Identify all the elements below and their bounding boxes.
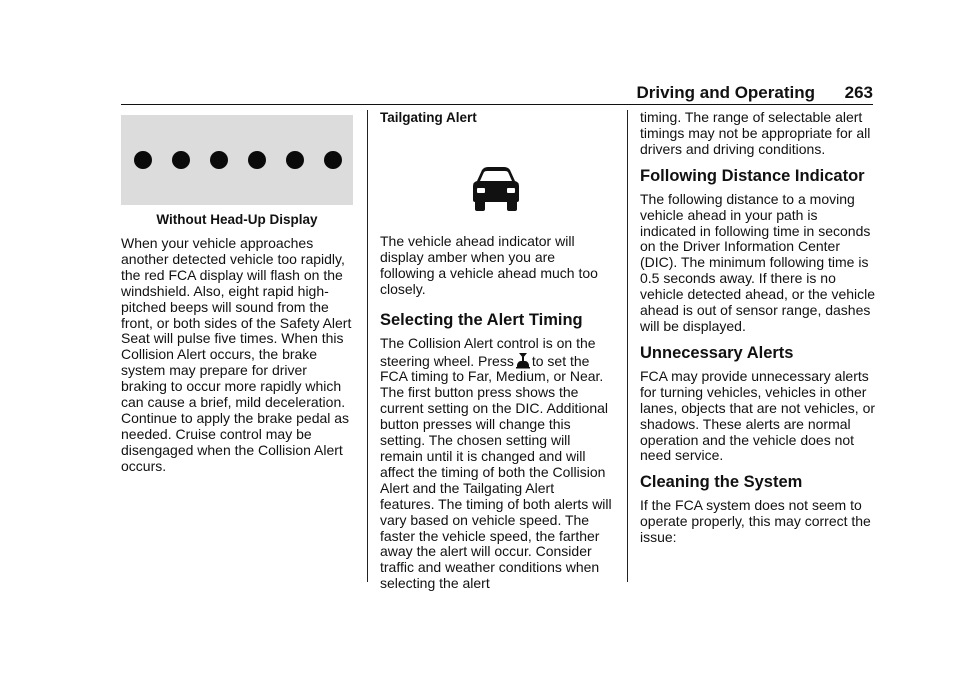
cleaning-system-heading: Cleaning the System <box>640 473 803 492</box>
unnecessary-alerts-heading: Unnecessary Alerts <box>640 343 794 362</box>
vehicle-ahead-figure <box>380 126 612 234</box>
alert-timing-paragraph <box>380 336 612 593</box>
column-divider <box>367 110 368 582</box>
unnecessary-alerts-paragraph: FCA may provide unnecessary alerts for turning vehicles, vehicles in other lanes, objects that are not vehicles, or shadows. These alerts are normal operation and the vehicle does not need service. <box>640 367 876 464</box>
cleaning-system-paragraph: If the FCA system does not seem to operate properly, this may correct the issue: <box>640 497 871 546</box>
column-1 <box>121 110 353 475</box>
collision-alert-paragraph: When your vehicle approaches another detected vehicle too rapidly, the red FCA display will flash on the windshield. Also, eight rapid high-pitched beeps will sound from the front, or both sides of the Safety Alert Seat will pulse five times. When this Collision Alert occurs, the brake system may prepare for driver braking to occur more rapidly which can cause a brief, mild deceleration. Continue to apply the brake pedal as needed. Cruise control may be disengaged when the Collision Alert occurs. <box>121 235 352 474</box>
collision-alert-timing-icon <box>515 352 531 369</box>
vehicle-ahead-icon <box>472 166 520 212</box>
page-header <box>121 82 873 105</box>
alert-timing-text-pre: The Collision Alert control is on the steering wheel. Press <box>380 334 596 369</box>
alert-timing-heading: Selecting the Alert Timing <box>380 310 583 329</box>
alert-timing-text-post: to set the FCA timing to Far, Medium, or Near. The first button press shows the current setting on the DIC. Additional button presses will change this setting. The chosen setting will remain until it is changed and will affect the timing of both the Collision Alert and the Tailgating Alert features. The timing of both alerts will vary based on vehicle speed. The faster the vehicle speed, the farther away the alert will occur. Consider traffic and weather conditions when selecting the alert <box>380 352 612 592</box>
fca-display-figure <box>121 115 353 205</box>
column-divider <box>627 110 628 582</box>
column-3 <box>640 110 876 546</box>
alert-timing-continued: timing. The range of selectable alert timings may not be appropriate for all drivers and driving conditions. <box>640 109 871 157</box>
section-title: Driving and Operating <box>636 83 815 102</box>
following-distance-heading: Following Distance Indicator <box>640 166 865 185</box>
led-dot-icon <box>172 151 190 169</box>
tailgating-alert-paragraph: The vehicle ahead indicator will display amber when you are following a vehicle ahead much too closely. <box>380 233 598 297</box>
led-dot-icon <box>248 151 266 169</box>
led-dot-icon <box>286 151 304 169</box>
led-dot-icon <box>210 151 228 169</box>
figure-caption: Without Head-Up Display <box>156 212 318 227</box>
following-distance-paragraph: The following distance to a moving vehicle ahead in your path is indicated in following time in seconds on the Driver Information Center (DIC). The minimum following time is 0.5 seconds away. If there is no vehicle detected ahead, or the vehicle ahead is out of sensor range, dashes will be displayed. <box>640 190 876 334</box>
led-dot-icon <box>324 151 342 169</box>
led-dot-icon <box>134 151 152 169</box>
tailgating-alert-heading: Tailgating Alert <box>380 110 477 125</box>
column-2 <box>380 110 612 592</box>
page-number: 263 <box>844 83 873 102</box>
